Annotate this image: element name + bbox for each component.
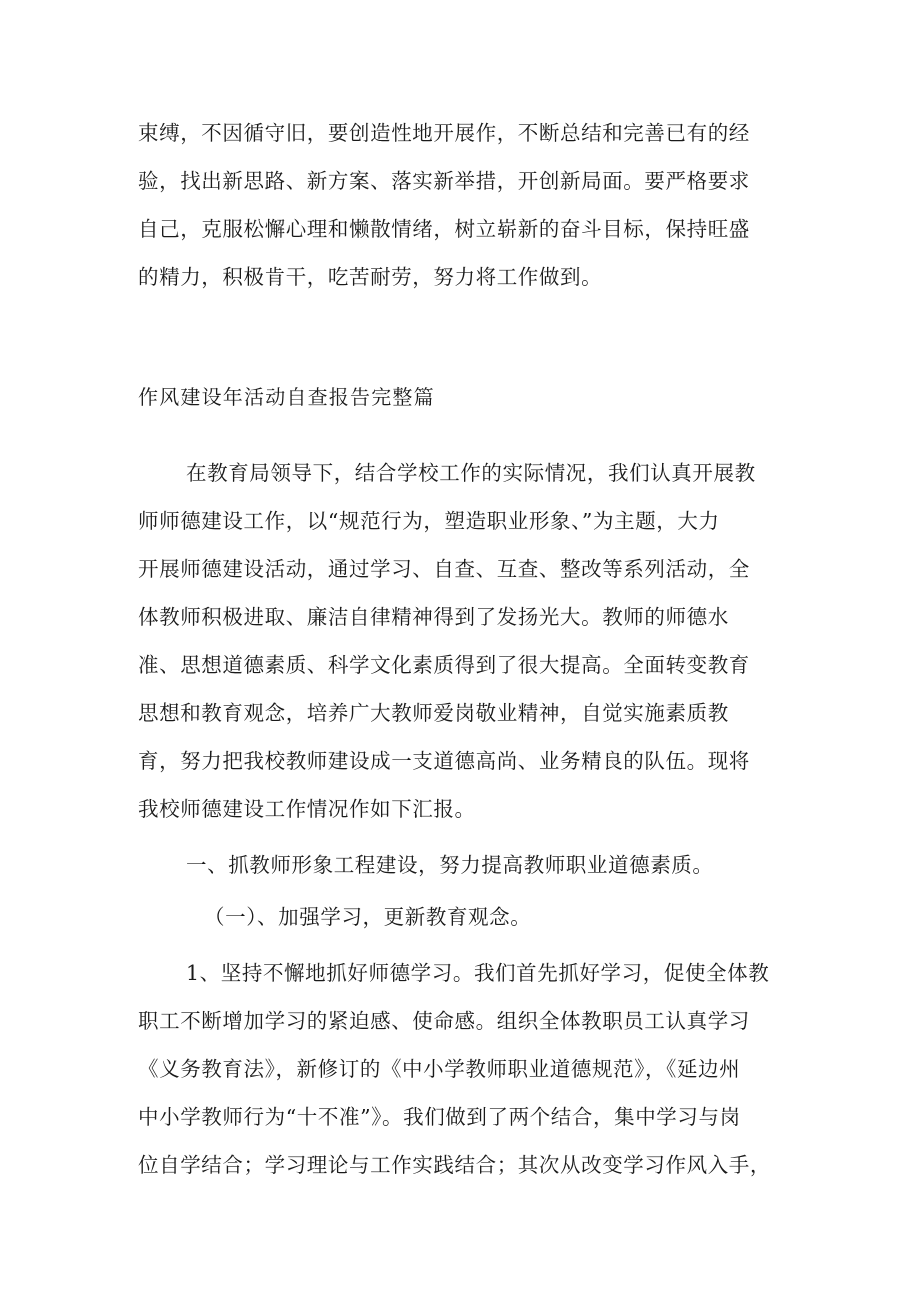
text-line: 开展师德建设活动，通过学习、自查、互查、整改等系列活动，全	[138, 557, 750, 581]
text-line: 束缚，不因循守旧，要创造性地开展作，不断总结和完善已有的经	[138, 121, 750, 145]
section-title: 作风建设年活动自查报告完整篇	[138, 385, 435, 409]
text-line: 在教育局领导下，结合学校工作的实际情况，我们认真开展教	[186, 461, 756, 485]
section-heading: 一、抓教师形象工程建设，努力提高教师职业道德素质。	[186, 853, 714, 877]
text-line: 我校师德建设工作情况作如下汇报。	[138, 797, 476, 821]
text-line: 自己，克服松懈心理和懒散情绪，树立崭新的奋斗目标，保持旺盛	[138, 217, 750, 241]
text-line: 体教师积极进取、廉洁自律精神得到了发扬光大。教师的师德水	[138, 605, 729, 629]
text-line: 位自学结合；学习理论与工作实践结合；其次从改变学习作风入手，	[138, 1153, 771, 1177]
text-line: 中小学教师行为“十不准”》。我们做到了两个结合，集中学习与岗	[138, 1105, 741, 1129]
text-line: 准、思想道德素质、科学文化素质得到了很大提高。全面转变教育	[138, 653, 750, 677]
text-line: 的精力，积极肯干，吃苦耐劳，努力将工作做到。	[138, 265, 603, 289]
subsection-heading: （一）、加强学习，更新教育观念。	[204, 905, 532, 929]
text-line: 验，找出新思路、新方案、落实新举措，开创新局面。要严格要求	[138, 169, 750, 193]
text-line: 职工不断增加学习的紧迫感、使命感。组织全体教职员工认真学习	[138, 1009, 750, 1033]
text-line: 1、坚持不懈地抓好师德学习。我们首先抓好学习，促使全体教	[186, 961, 770, 985]
text-line: 思想和教育观念，培养广大教师爱岗敬业精神，自觉实施素质教	[138, 701, 729, 725]
text-line: 育，努力把我校教师建设成一支道德高尚、业务精良的队伍。现将	[138, 749, 750, 773]
text-line: 《义务教育法》，新修订的《中小学教师职业道德规范》，《延边州	[138, 1057, 741, 1081]
text-line: 师师德建设工作，以“规范行为，塑造职业形象、”为主题，大力	[138, 509, 720, 533]
